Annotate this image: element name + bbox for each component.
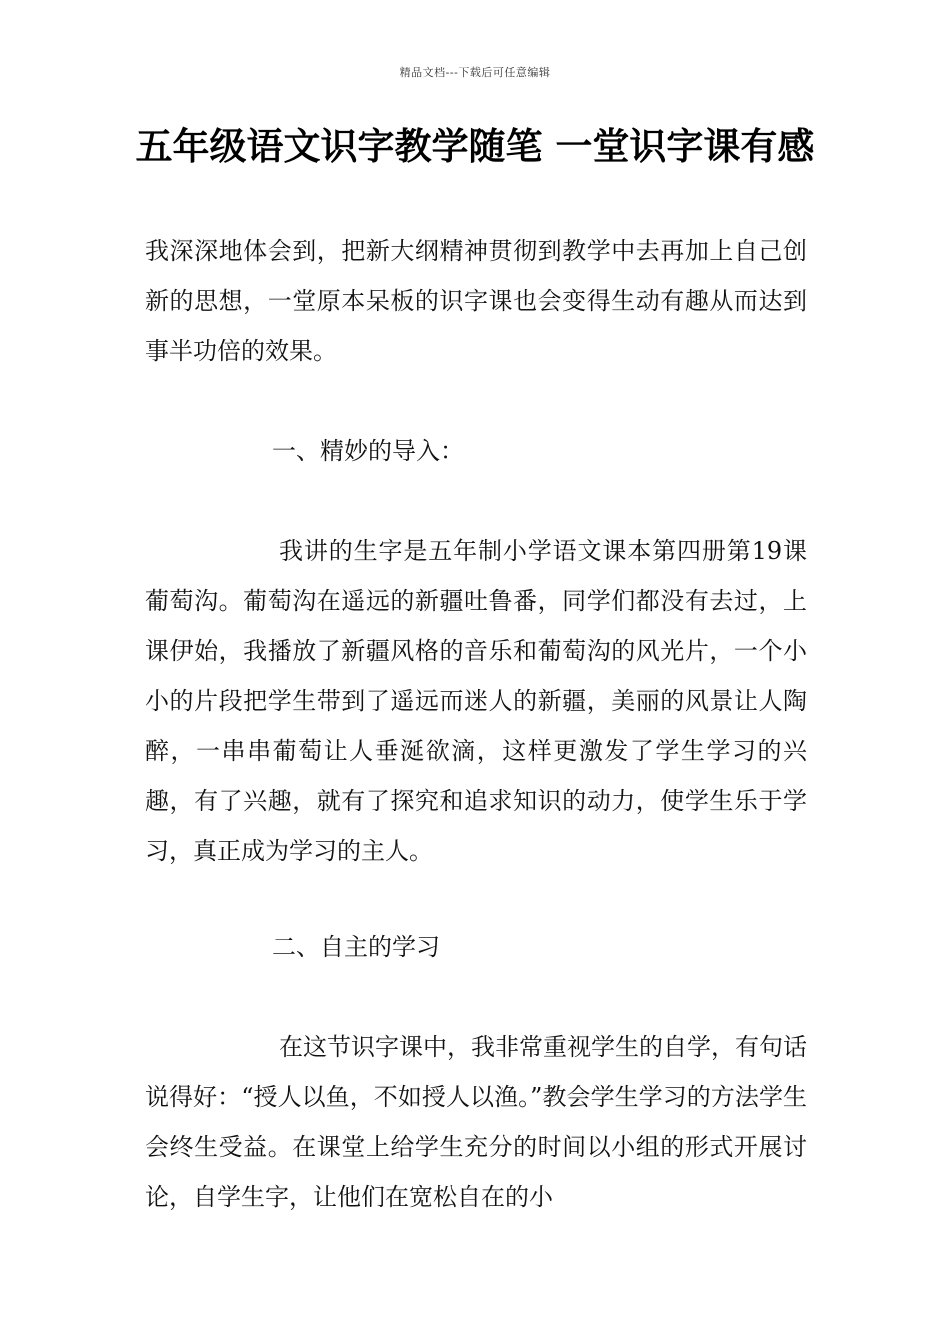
header-note: 精品文档---下载后可任意编辑 [399,66,551,79]
document-title: 五年级语文识字教学随笔 一堂识字课有感 [135,125,815,168]
section-heading-2: 二、自主的学习 [272,933,440,961]
section-heading-1: 一、精妙的导入： [272,437,464,465]
section-paragraph-1: 我讲的生字是五年制小学语文课本第四册第19课葡萄沟。葡萄沟在遥远的新疆吐鲁番，同学们都没有去过，上课伊始，我播放了新疆风格的音乐和葡萄沟的风光片，一个小小的片段把学生带到了遥远而迷人的新疆，美丽的风景让人陶醉，一串串葡萄让人垂涎欲滴，这样更激发了学生学习的兴趣，有了兴趣，就有了探究和追求知识的动力，使学生乐于学习，真正成为学习的主人。 [145,537,807,865]
intro-paragraph: 我深深地体会到，把新大纲精神贯彻到教学中去再加上自己创新的思想，一堂原本呆板的识字课也会变得生动有趣从而达到事半功倍的效果。 [145,237,807,365]
section-paragraph-2: 在这节识字课中，我非常重视学生的自学，有句话说得好：“授人以鱼，不如授人以渔。”教会学生学习的方法学生会终生受益。在课堂上给学生充分的时间以小组的形式开展讨论，自学生字，让他们在宽松自在的小 [145,1033,807,1211]
